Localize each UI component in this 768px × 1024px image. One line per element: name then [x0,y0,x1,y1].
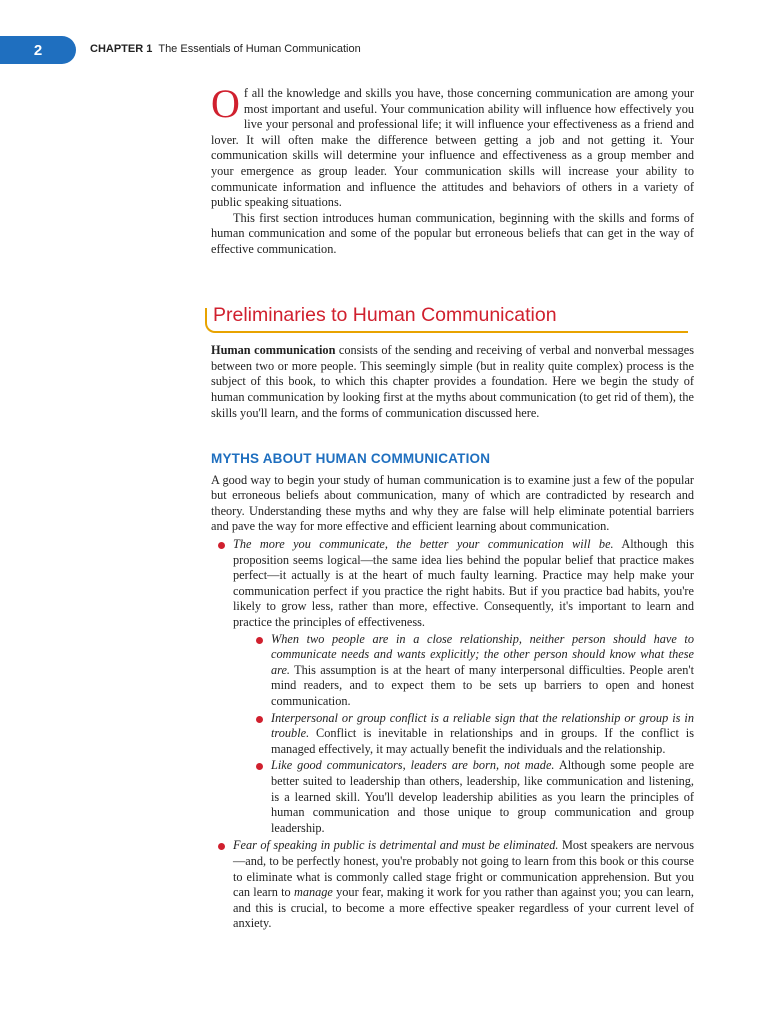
subsection-heading: MYTHS ABOUT HUMAN COMMUNICATION [211,451,491,467]
section-paragraph: Human communication consists of the sending and receiving of verbal and nonverbal messages between two or more people. This seemingly simple (but in reality quite complex) process is the subject of this book, to which this chapter provides a foundation. Here we begin the study of human communication by looking first at the myths about communication (to get rid of them), the skills you'll learn, and the forms of communication discussed here. [211,343,694,420]
bullet-icon [218,843,225,850]
key-term: Human communication [211,343,336,358]
myths-intro: A good way to begin your study of human communication is to examine just a few of the popular but erroneous beliefs about communication, many of which are contradicted by research and theory. Understanding these myths and why they are false will help eliminate potential barriers and pave the way for more effective and efficient learning about communication. [211,472,694,534]
list-item: When two people are in a close relationship, neither person should have to communicate needs and wants explicitly; the other person should know what these are. This assumption is at the heart of many interpersonal difficulties. People aren't mind readers, and to expect them to be sets up barriers to open and honest communication. [251,632,694,710]
drop-cap: O [211,81,240,126]
bullet-icon [256,763,263,770]
page-content [211,81,695,932]
list-item: The more you communicate, the better your communication will be. Although this proposition seems logical—the same idea lies behind the popular belief that practice makes perfect—it actually is at the heart of much faulty learning. Practice may help make your communication perfect if you practice the right habits. But if you practice bad habits, you're likely to grow less, rather than more, effective. Consequently, it's important to learn and practice the principles of effectiveness. When two people are in a close relationship, neither person should have to communicate needs and wants explicitly; the other person should know what these are. This assumption is at the heart of many interpersonal difficulties. People aren't mind readers, and to expect them to be sets up barriers to open and honest communication. Interpersonal or group conflict is a reliable sign that the relationship or group is in trouble. Conflict is inevitable in relationships and in groups. If the conflict is managed effectively, it may actually benefit the individuals and the relationship. Like good communicators, leaders are born, not made. Although some people are better suited to leadership than others, leadership, like communication and listening, is a learned skill. You'll develop leadership abilities as you learn the principles of human communication and those unique to group communication and group leadership. [211,537,694,836]
bullet-icon [218,542,225,549]
page-number-tab [0,36,76,64]
list-item: Interpersonal or group conflict is a reliable sign that the relationship or group is in trouble. Conflict is inevitable in relationships and in groups. If the conflict is managed effectively, it may actually benefit the individuals and the relationship. [251,711,694,758]
page-number: 2 [33,41,43,59]
chapter-label: CHAPTER 1 [90,43,153,55]
running-head [90,43,361,55]
bullet-icon [256,637,263,644]
bullet-icon [256,716,263,723]
chapter-title: The Essentials of Human Communication [158,43,361,55]
intro-paragraph-1: Of all the knowledge and skills you have, those concerning communication are among your most important and useful. Your communication ability will influence how effectively you live your personal and professional life; it will influence your effectiveness as a friend and lover. It will often make the difference between getting a job and not getting it. Your communication skills will determine your influence and effectiveness as a group member and your emergence as group leader. Your communication skills will increase your ability to communicate information and influence the attitudes and behaviors of others in a variety of public speaking situations. [211,81,694,210]
myths-list [211,537,694,932]
intro-paragraph-2: This first section introduces human communication, beginning with the skills and forms of human communication and some of the popular but erroneous beliefs that can get in the way of effective communication. [211,210,694,256]
list-item: Fear of speaking in public is detrimental and must be eliminated. Most speakers are nervous—and, to be perfectly honest, you're probably not going to learn from this book or this course to eliminate what is commonly called stage fright or communication apprehension. But you can learn to manage your fear, making it work for you rather than against you; you can learn, and this is crucial, to become a more effective speaker regardless of your current level of anxiety. [211,838,694,932]
list-item: Like good communicators, leaders are born, not made. Although some people are better suited to leadership than others, leadership, like communication and listening, is a learned skill. You'll develop leadership abilities as you learn the principles of human communication and those unique to group communication and group leadership. [251,758,694,836]
myths-sublist [251,632,694,837]
section-heading: Preliminaries to Human Communication [205,308,688,334]
